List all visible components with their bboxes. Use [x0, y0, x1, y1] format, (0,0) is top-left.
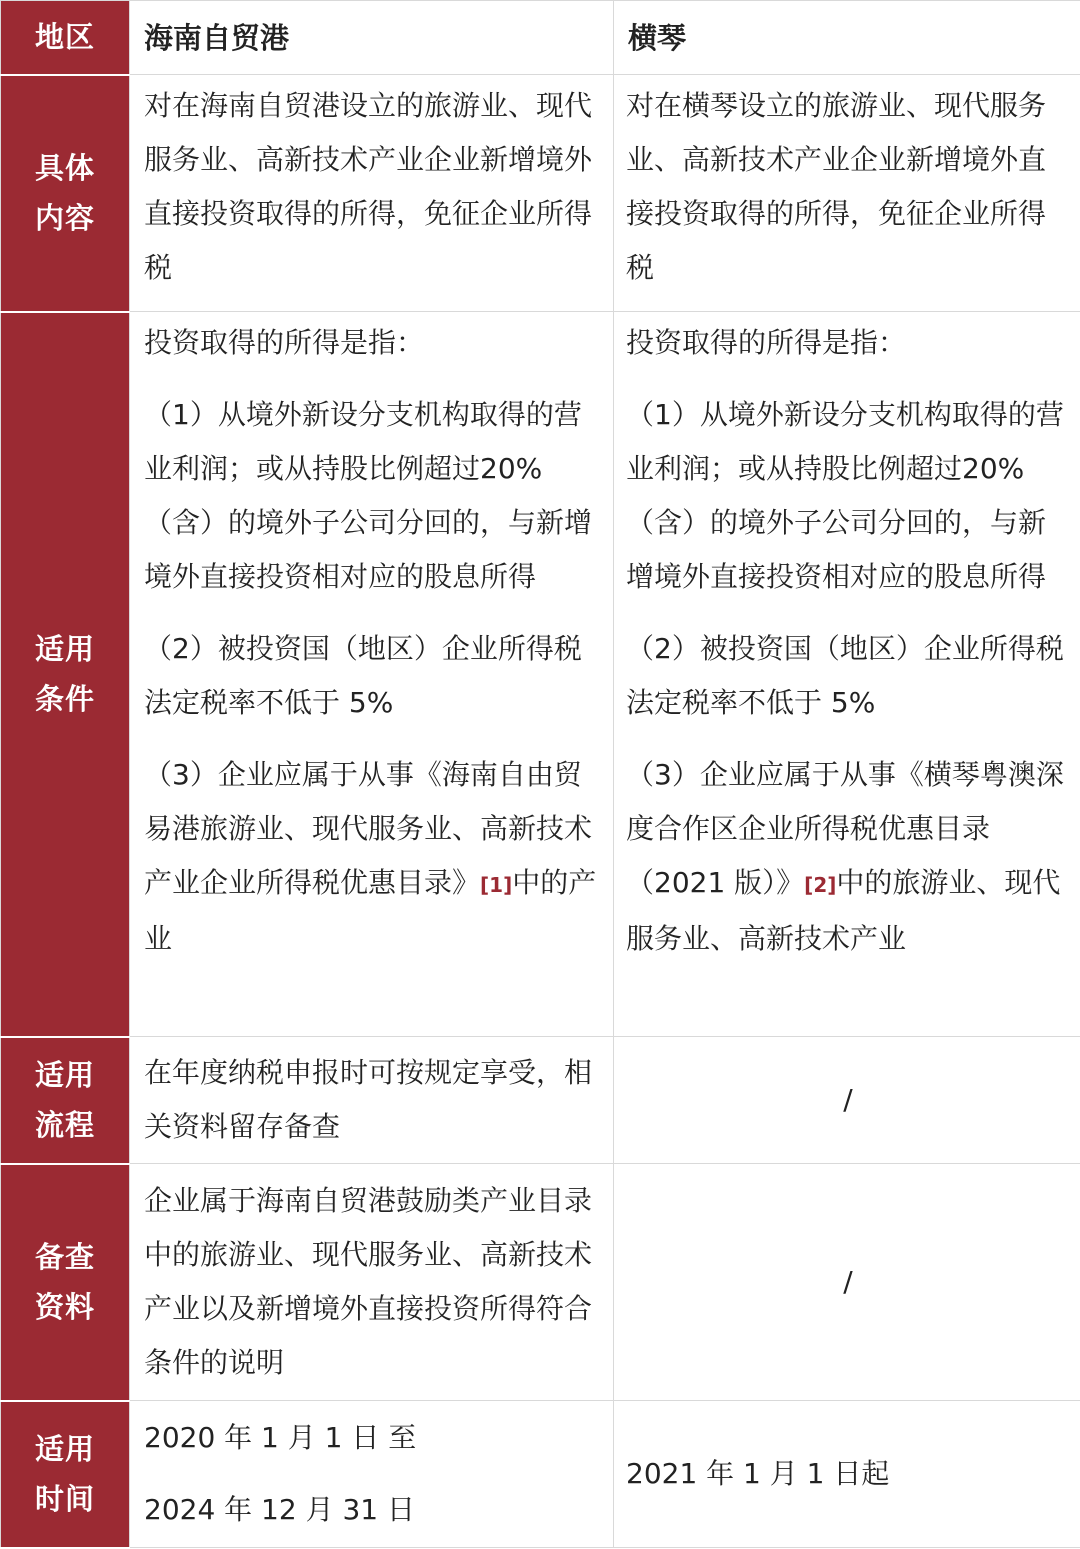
hainan-condition-1: （1）从境外新设分支机构取得的营业利润；或从持股比例超过20%（含）的境外子公司分回的，与新增境外直接投资相对应的股息所得: [144, 388, 601, 604]
hengqin-conditions-cell: [614, 312, 1080, 1037]
hengqin-content-cell: 对在横琴设立的旅游业、现代服务业、高新技术产业企业新增境外直接投资取得的所得，免征企业所得税: [614, 75, 1080, 312]
process-row-label: 适用 流程: [1, 1037, 130, 1164]
hengqin-conditions-intro: 投资取得的所得是指：: [626, 316, 1070, 370]
hengqin-documents-cell: /: [614, 1164, 1080, 1401]
hainan-condition-3: [144, 748, 601, 966]
hainan-process-cell: 在年度纳税申报时可按规定享受，相关资料留存备查: [130, 1037, 614, 1164]
hengqin-process-cell: /: [614, 1037, 1080, 1164]
header-row: [1, 1, 1080, 75]
hainan-condition-2: （2）被投资国（地区）企业所得税法定税率不低于 5%: [144, 622, 601, 730]
hainan-period-start: 2020 年 1 月 1 日 至: [144, 1411, 601, 1465]
content-row-label: 具体 内容: [1, 75, 130, 312]
hainan-condition-3-text: （3）企业应属于从事《海南自由贸易港旅游业、现代服务业、高新技术产业企业所得税优惠目录》: [144, 758, 592, 899]
content-row: [1, 75, 1080, 312]
hainan-period-cell: [130, 1401, 614, 1548]
period-row: [1, 1401, 1080, 1548]
hainan-period-end: 2024 年 12 月 31 日: [144, 1483, 601, 1537]
conditions-row-label: 适用 条件: [1, 312, 130, 1037]
conditions-row: [1, 312, 1080, 1037]
hengqin-condition-3-text: （3）企业应属于从事《横琴粤澳深度合作区企业所得税优惠目录（2021 版）》: [626, 758, 1064, 899]
hainan-conditions-intro: 投资取得的所得是指：: [144, 316, 601, 370]
process-row: [1, 1037, 1080, 1164]
region-header-label: 地区: [1, 1, 130, 75]
hengqin-condition-3: [626, 748, 1070, 966]
hainan-condition-3-tail: 中的产业: [144, 866, 596, 955]
hainan-documents-cell: 企业属于海南自贸港鼓励类产业目录中的旅游业、现代服务业、高新技术产业以及新增境外直接投资所得符合条件的说明: [130, 1164, 614, 1401]
hainan-column-header: 海南自贸港: [130, 1, 614, 75]
footnote-ref-1[interactable]: [1]: [480, 873, 512, 897]
hainan-content-cell: 对在海南自贸港设立的旅游业、现代服务业、高新技术产业企业新增境外直接投资取得的所得，免征企业所得税: [130, 75, 614, 312]
documents-row: [1, 1164, 1080, 1401]
hengqin-condition-1: （1）从境外新设分支机构取得的营业利润；或从持股比例超过20%（含）的境外子公司分回的，与新增境外直接投资相对应的股息所得: [626, 388, 1070, 604]
hainan-conditions-cell: [130, 312, 614, 1037]
hengqin-condition-2: （2）被投资国（地区）企业所得税法定税率不低于 5%: [626, 622, 1070, 730]
hengqin-condition-3-tail: 中的旅游业、现代服务业、高新技术产业: [626, 866, 1060, 955]
hengqin-column-header: 横琴: [614, 1, 1080, 75]
footnote-ref-2[interactable]: [2]: [804, 873, 836, 897]
hengqin-period-cell: 2021 年 1 月 1 日起: [614, 1401, 1080, 1548]
documents-row-label: 备查 资料: [1, 1164, 130, 1401]
period-row-label: 适用 时间: [1, 1401, 130, 1548]
